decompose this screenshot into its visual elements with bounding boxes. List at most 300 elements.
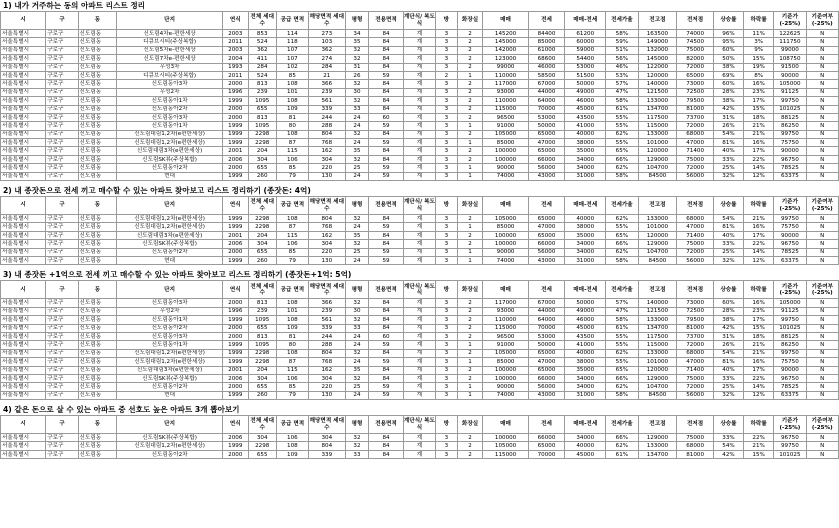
table-cell[interactable]: 26% bbox=[713, 341, 743, 349]
table-cell[interactable]: 17% bbox=[744, 231, 774, 239]
table-cell[interactable]: 신도림동 bbox=[78, 30, 117, 38]
table-cell[interactable]: 12% bbox=[744, 256, 774, 264]
table-cell[interactable]: 신도림동 bbox=[78, 139, 117, 147]
table-cell[interactable]: 신도림대림3차(e편한세상) bbox=[117, 147, 223, 155]
column-header[interactable]: 화장실 bbox=[457, 197, 483, 215]
table-cell[interactable]: 129000 bbox=[638, 240, 677, 248]
table-cell[interactable]: 54% bbox=[713, 215, 743, 223]
table-cell[interactable]: 2 bbox=[457, 374, 483, 382]
table-cell[interactable]: 신도림동 bbox=[78, 307, 117, 315]
table-cell[interactable]: 1 bbox=[457, 223, 483, 231]
table-cell[interactable]: 1999 bbox=[222, 316, 248, 324]
table-cell[interactable]: 계 bbox=[403, 130, 435, 138]
column-header[interactable]: 해당면적 세대수 bbox=[309, 416, 346, 434]
table-cell[interactable]: 70000 bbox=[528, 105, 565, 113]
table-cell[interactable]: 16% bbox=[744, 358, 774, 366]
table-cell[interactable]: 3 bbox=[436, 341, 458, 349]
table-cell[interactable]: 현대 bbox=[117, 391, 223, 399]
table-cell[interactable]: 274 bbox=[309, 55, 346, 63]
table-cell[interactable]: 118 bbox=[276, 38, 308, 46]
table-cell[interactable]: 서울특별시 bbox=[1, 307, 46, 315]
column-header[interactable]: 방 bbox=[436, 281, 458, 299]
table-cell[interactable]: 31000 bbox=[565, 256, 606, 264]
column-header[interactable]: 전용면적 bbox=[369, 416, 403, 434]
table-cell[interactable]: 32 bbox=[345, 374, 369, 382]
table-cell[interactable]: 28% bbox=[713, 88, 743, 96]
table-cell[interactable]: 3 bbox=[436, 316, 458, 324]
table-cell[interactable]: 계 bbox=[403, 316, 435, 324]
table-cell[interactable]: 신도림대림1,2차(e편한세상) bbox=[117, 358, 223, 366]
table-cell[interactable]: 서울특별시 bbox=[1, 71, 46, 79]
table-cell[interactable]: 55% bbox=[606, 341, 638, 349]
table-cell[interactable]: 2 bbox=[457, 349, 483, 357]
table-cell[interactable]: 304 bbox=[248, 434, 276, 442]
table-cell[interactable]: 서울특별시 bbox=[1, 324, 46, 332]
table-cell[interactable]: 22% bbox=[744, 240, 774, 248]
table-cell[interactable]: 1 bbox=[457, 122, 483, 130]
table-cell[interactable]: 3 bbox=[436, 223, 458, 231]
table-cell[interactable]: 계 bbox=[403, 332, 435, 340]
column-header[interactable]: 매매-전세 bbox=[565, 12, 606, 30]
table-cell[interactable]: 74000 bbox=[677, 30, 714, 38]
table-cell[interactable]: 123000 bbox=[483, 55, 528, 63]
table-cell[interactable]: 66000 bbox=[528, 240, 565, 248]
table-cell[interactable]: 신도림동아2차 bbox=[117, 248, 223, 256]
table-cell[interactable]: 84 bbox=[369, 215, 403, 223]
table-cell[interactable]: 2298 bbox=[248, 442, 276, 450]
table-cell[interactable]: 15% bbox=[744, 324, 774, 332]
table-cell[interactable]: 계 bbox=[403, 215, 435, 223]
table-cell[interactable]: 339 bbox=[309, 450, 346, 458]
table-cell[interactable]: 68000 bbox=[677, 215, 714, 223]
table-cell[interactable]: 121500 bbox=[638, 307, 677, 315]
column-header[interactable]: 전용면적 bbox=[369, 197, 403, 215]
table-cell[interactable]: 85 bbox=[276, 71, 308, 79]
column-header[interactable]: 전세가율 bbox=[606, 12, 638, 30]
table-cell[interactable]: 91000 bbox=[483, 341, 528, 349]
table-cell[interactable]: 서울특별시 bbox=[1, 164, 46, 172]
table-cell[interactable]: 32 bbox=[345, 434, 369, 442]
table-cell[interactable]: 59% bbox=[606, 38, 638, 46]
table-cell[interactable]: 50000 bbox=[528, 341, 565, 349]
table-cell[interactable]: 신도림동 bbox=[78, 38, 117, 46]
table-cell[interactable]: 101025 bbox=[774, 450, 806, 458]
table-cell[interactable]: 2 bbox=[457, 316, 483, 324]
table-cell[interactable]: 50% bbox=[713, 55, 743, 63]
table-cell[interactable]: 91125 bbox=[774, 88, 806, 96]
table-cell[interactable]: 신도림동아3차 bbox=[117, 80, 223, 88]
table-cell[interactable]: 신도림동 bbox=[78, 349, 117, 357]
table-cell[interactable]: 59 bbox=[369, 164, 403, 172]
table-cell[interactable]: 74500 bbox=[677, 38, 714, 46]
table-cell[interactable]: 79500 bbox=[677, 316, 714, 324]
table-cell[interactable]: 304 bbox=[248, 374, 276, 382]
table-cell[interactable]: 61200 bbox=[565, 30, 606, 38]
table-cell[interactable]: 60% bbox=[713, 299, 743, 307]
column-header[interactable]: 구 bbox=[46, 12, 78, 30]
table-cell[interactable]: 신도림동 bbox=[78, 215, 117, 223]
table-cell[interactable]: 35000 bbox=[565, 366, 606, 374]
table-cell[interactable]: 34000 bbox=[565, 240, 606, 248]
table-cell[interactable]: 3 bbox=[436, 349, 458, 357]
table-cell[interactable]: 2 bbox=[457, 80, 483, 88]
table-cell[interactable]: 85000 bbox=[483, 358, 528, 366]
table-cell[interactable]: 35 bbox=[345, 366, 369, 374]
table-cell[interactable]: 3 bbox=[436, 147, 458, 155]
table-cell[interactable]: 56000 bbox=[677, 256, 714, 264]
column-header[interactable]: 전고점 bbox=[638, 197, 677, 215]
table-cell[interactable]: 16% bbox=[744, 223, 774, 231]
table-cell[interactable]: 25 bbox=[345, 248, 369, 256]
table-cell[interactable]: 구로구 bbox=[46, 30, 78, 38]
table-cell[interactable]: 108 bbox=[276, 299, 308, 307]
table-cell[interactable]: N bbox=[806, 46, 838, 54]
table-cell[interactable]: 1 bbox=[457, 256, 483, 264]
table-cell[interactable]: 3 bbox=[436, 324, 458, 332]
table-cell[interactable]: 87 bbox=[276, 358, 308, 366]
table-cell[interactable]: 1 bbox=[457, 71, 483, 79]
table-cell[interactable]: N bbox=[806, 442, 838, 450]
table-cell[interactable]: 108 bbox=[276, 316, 308, 324]
table-cell[interactable]: N bbox=[806, 63, 838, 71]
table-cell[interactable]: 804 bbox=[309, 215, 346, 223]
table-cell[interactable]: 115000 bbox=[638, 122, 677, 130]
table-cell[interactable]: 84 bbox=[369, 147, 403, 155]
table-cell[interactable]: 56000 bbox=[677, 172, 714, 180]
table-cell[interactable]: N bbox=[806, 30, 838, 38]
table-cell[interactable]: 86250 bbox=[774, 341, 806, 349]
table-cell[interactable]: 62% bbox=[606, 383, 638, 391]
table-cell[interactable]: 3 bbox=[436, 434, 458, 442]
table-cell[interactable]: 63375 bbox=[774, 172, 806, 180]
table-cell[interactable]: 108 bbox=[276, 97, 308, 105]
table-cell[interactable]: 64000 bbox=[528, 97, 565, 105]
table-cell[interactable]: 73000 bbox=[677, 80, 714, 88]
table-cell[interactable]: 411 bbox=[248, 55, 276, 63]
table-cell[interactable]: 19% bbox=[744, 63, 774, 71]
table-cell[interactable]: 59 bbox=[369, 358, 403, 366]
table-cell[interactable]: 3 bbox=[436, 105, 458, 113]
table-cell[interactable]: 3 bbox=[436, 122, 458, 130]
table-cell[interactable]: 54% bbox=[713, 130, 743, 138]
column-header[interactable]: 해당면적 세대수 bbox=[309, 12, 346, 30]
table-cell[interactable]: 96% bbox=[713, 30, 743, 38]
table-cell[interactable]: 계 bbox=[403, 88, 435, 96]
table-cell[interactable]: 서울특별시 bbox=[1, 105, 46, 113]
table-cell[interactable]: 신도림대림1,2차(e편한세상) bbox=[117, 215, 223, 223]
table-cell[interactable]: 62% bbox=[606, 248, 638, 256]
table-cell[interactable]: 58% bbox=[606, 256, 638, 264]
table-cell[interactable]: 57% bbox=[606, 80, 638, 88]
table-cell[interactable]: 56000 bbox=[677, 391, 714, 399]
table-cell[interactable]: 61% bbox=[606, 105, 638, 113]
table-cell[interactable]: 65% bbox=[606, 231, 638, 239]
table-cell[interactable]: N bbox=[806, 38, 838, 46]
table-cell[interactable]: 304 bbox=[248, 155, 276, 163]
table-cell[interactable]: 42% bbox=[713, 450, 743, 458]
column-header[interactable]: 평형 bbox=[345, 416, 369, 434]
table-cell[interactable]: 239 bbox=[248, 88, 276, 96]
table-cell[interactable]: 17% bbox=[744, 97, 774, 105]
table-cell[interactable]: 서울특별시 bbox=[1, 223, 46, 231]
table-cell[interactable]: 신도림동 bbox=[78, 231, 117, 239]
table-cell[interactable]: 신도림동 bbox=[78, 366, 117, 374]
table-cell[interactable]: 2006 bbox=[222, 434, 248, 442]
table-cell[interactable]: 31000 bbox=[565, 391, 606, 399]
table-cell[interactable]: 서울특별시 bbox=[1, 450, 46, 458]
table-cell[interactable]: 현대 bbox=[117, 172, 223, 180]
table-cell[interactable]: 3 bbox=[436, 332, 458, 340]
table-cell[interactable]: 107 bbox=[276, 46, 308, 54]
table-cell[interactable]: 59 bbox=[369, 391, 403, 399]
table-cell[interactable]: 129000 bbox=[638, 155, 677, 163]
table-cell[interactable]: 구로구 bbox=[46, 450, 78, 458]
table-cell[interactable]: 구로구 bbox=[46, 55, 78, 63]
table-cell[interactable]: 신도림동아2차 bbox=[117, 383, 223, 391]
table-cell[interactable]: 33 bbox=[345, 105, 369, 113]
table-cell[interactable]: 53000 bbox=[528, 332, 565, 340]
table-cell[interactable]: 59 bbox=[369, 383, 403, 391]
table-cell[interactable]: 2000 bbox=[222, 332, 248, 340]
table-cell[interactable]: 신도림동 bbox=[78, 374, 117, 382]
table-cell[interactable]: 68600 bbox=[528, 55, 565, 63]
table-cell[interactable]: 90000 bbox=[774, 366, 806, 374]
table-cell[interactable]: 신도림동 bbox=[78, 63, 117, 71]
table-cell[interactable]: 31% bbox=[713, 113, 743, 121]
table-cell[interactable]: 3 bbox=[436, 30, 458, 38]
table-cell[interactable]: 804 bbox=[309, 442, 346, 450]
table-cell[interactable]: 1999 bbox=[222, 442, 248, 450]
table-cell[interactable]: 계 bbox=[403, 38, 435, 46]
column-header[interactable]: 방 bbox=[436, 197, 458, 215]
table-cell[interactable]: 62% bbox=[606, 215, 638, 223]
table-cell[interactable]: 130 bbox=[309, 172, 346, 180]
table-cell[interactable]: 서울특별시 bbox=[1, 434, 46, 442]
table-cell[interactable]: 54400 bbox=[565, 55, 606, 63]
table-cell[interactable]: 25 bbox=[345, 164, 369, 172]
table-cell[interactable]: 서울특별시 bbox=[1, 97, 46, 105]
table-cell[interactable]: 3 bbox=[436, 391, 458, 399]
table-cell[interactable]: 66000 bbox=[528, 374, 565, 382]
table-cell[interactable]: 86250 bbox=[774, 122, 806, 130]
table-cell[interactable]: 104700 bbox=[638, 383, 677, 391]
table-cell[interactable]: 74000 bbox=[483, 256, 528, 264]
table-cell[interactable]: 72500 bbox=[677, 307, 714, 315]
table-cell[interactable]: 73700 bbox=[677, 113, 714, 121]
table-cell[interactable]: 구로구 bbox=[46, 113, 78, 121]
table-cell[interactable]: 3 bbox=[436, 442, 458, 450]
table-cell[interactable]: 45000 bbox=[565, 324, 606, 332]
table-cell[interactable]: N bbox=[806, 88, 838, 96]
table-cell[interactable]: 서울특별시 bbox=[1, 349, 46, 357]
column-header[interactable]: 매매 bbox=[483, 281, 528, 299]
column-header[interactable]: 계단식/ 복도식 bbox=[403, 197, 435, 215]
table-cell[interactable]: 804 bbox=[309, 130, 346, 138]
table-cell[interactable]: 260 bbox=[248, 391, 276, 399]
table-cell[interactable]: 66% bbox=[606, 155, 638, 163]
table-cell[interactable]: 65% bbox=[606, 147, 638, 155]
table-cell[interactable]: 55% bbox=[606, 139, 638, 147]
table-cell[interactable]: 260 bbox=[248, 256, 276, 264]
table-cell[interactable]: 32 bbox=[345, 130, 369, 138]
table-cell[interactable]: 46000 bbox=[565, 97, 606, 105]
column-header[interactable]: 전저점 bbox=[677, 12, 714, 30]
table-cell[interactable]: 3 bbox=[436, 215, 458, 223]
column-header[interactable]: 구 bbox=[46, 197, 78, 215]
table-cell[interactable]: 신도림동 bbox=[78, 316, 117, 324]
table-cell[interactable]: 149000 bbox=[638, 38, 677, 46]
table-cell[interactable]: 96750 bbox=[774, 434, 806, 442]
table-cell[interactable]: 84500 bbox=[638, 391, 677, 399]
table-cell[interactable]: 2000 bbox=[222, 248, 248, 256]
table-cell[interactable]: 신도림동 bbox=[78, 332, 117, 340]
table-cell[interactable]: 304 bbox=[309, 434, 346, 442]
table-cell[interactable]: 2 bbox=[457, 97, 483, 105]
table-cell[interactable]: 계 bbox=[403, 299, 435, 307]
table-cell[interactable]: 2000 bbox=[222, 324, 248, 332]
table-cell[interactable]: 신도림동 bbox=[78, 256, 117, 264]
table-cell[interactable]: 75000 bbox=[677, 240, 714, 248]
table-cell[interactable]: 79 bbox=[276, 391, 308, 399]
table-cell[interactable]: N bbox=[806, 248, 838, 256]
table-cell[interactable]: 84500 bbox=[638, 172, 677, 180]
column-header[interactable]: 전세 bbox=[528, 12, 565, 30]
column-header[interactable]: 동 bbox=[78, 281, 117, 299]
table-cell[interactable]: 34000 bbox=[565, 248, 606, 256]
table-cell[interactable]: 105000 bbox=[483, 442, 528, 450]
table-cell[interactable]: 81% bbox=[713, 139, 743, 147]
table-cell[interactable]: 99000 bbox=[483, 63, 528, 71]
column-header[interactable]: 전고점 bbox=[638, 281, 677, 299]
table-cell[interactable]: 신도림동 bbox=[78, 223, 117, 231]
table-cell[interactable]: 65000 bbox=[528, 366, 565, 374]
table-cell[interactable]: 84 bbox=[369, 63, 403, 71]
column-header[interactable]: 전고점 bbox=[638, 416, 677, 434]
table-cell[interactable]: 1999 bbox=[222, 341, 248, 349]
table-cell[interactable]: 813 bbox=[248, 332, 276, 340]
table-cell[interactable]: 655 bbox=[248, 383, 276, 391]
table-cell[interactable]: 84 bbox=[369, 88, 403, 96]
table-cell[interactable]: 3 bbox=[436, 383, 458, 391]
column-header[interactable]: 전체 세대수 bbox=[248, 12, 276, 30]
table-cell[interactable]: 17% bbox=[744, 366, 774, 374]
table-cell[interactable]: 75750 bbox=[774, 358, 806, 366]
table-cell[interactable]: 43500 bbox=[565, 113, 606, 121]
table-cell[interactable]: 41000 bbox=[565, 122, 606, 130]
table-cell[interactable]: 115000 bbox=[638, 341, 677, 349]
table-cell[interactable]: 16% bbox=[744, 139, 774, 147]
table-cell[interactable]: 132000 bbox=[638, 46, 677, 54]
table-cell[interactable]: 84 bbox=[369, 240, 403, 248]
table-cell[interactable]: 59 bbox=[369, 139, 403, 147]
table-cell[interactable]: 신도림동 bbox=[78, 248, 117, 256]
table-cell[interactable]: 49000 bbox=[565, 88, 606, 96]
table-cell[interactable]: 59 bbox=[369, 341, 403, 349]
table-cell[interactable]: 8% bbox=[744, 71, 774, 79]
table-cell[interactable]: 34000 bbox=[565, 383, 606, 391]
table-cell[interactable]: 84 bbox=[369, 299, 403, 307]
table-cell[interactable]: 신도림동아3차 bbox=[117, 332, 223, 340]
table-cell[interactable]: 72500 bbox=[677, 88, 714, 96]
table-cell[interactable]: 신도림SK뷰(주상복합) bbox=[117, 240, 223, 248]
table-cell[interactable]: N bbox=[806, 97, 838, 105]
table-cell[interactable]: 2 bbox=[457, 105, 483, 113]
table-cell[interactable]: 서울특별시 bbox=[1, 113, 46, 121]
table-cell[interactable]: 17% bbox=[744, 316, 774, 324]
table-cell[interactable]: 3 bbox=[436, 366, 458, 374]
table-cell[interactable]: 84 bbox=[369, 434, 403, 442]
table-cell[interactable]: 계 bbox=[403, 391, 435, 399]
column-header[interactable]: 매매 bbox=[483, 12, 528, 30]
table-cell[interactable]: 38% bbox=[713, 63, 743, 71]
table-cell[interactable]: 100000 bbox=[483, 155, 528, 163]
column-header[interactable]: 기준여부 (-25%) bbox=[806, 281, 838, 299]
table-cell[interactable]: 서울특별시 bbox=[1, 130, 46, 138]
table-cell[interactable]: 82000 bbox=[677, 55, 714, 63]
table-cell[interactable]: 신도림동 bbox=[78, 450, 117, 458]
table-cell[interactable]: 55% bbox=[606, 223, 638, 231]
column-header[interactable]: 기준여부 (-25%) bbox=[806, 197, 838, 215]
table-cell[interactable]: 93000 bbox=[483, 88, 528, 96]
table-cell[interactable]: 계 bbox=[403, 113, 435, 121]
table-cell[interactable]: 2001 bbox=[222, 231, 248, 239]
table-cell[interactable]: N bbox=[806, 316, 838, 324]
table-cell[interactable]: 서울특별시 bbox=[1, 231, 46, 239]
table-cell[interactable]: 34 bbox=[345, 30, 369, 38]
table-cell[interactable]: 46000 bbox=[565, 316, 606, 324]
table-cell[interactable]: 79500 bbox=[677, 97, 714, 105]
table-cell[interactable]: 25% bbox=[713, 248, 743, 256]
table-cell[interactable]: 구로구 bbox=[46, 215, 78, 223]
column-header[interactable]: 방 bbox=[436, 12, 458, 30]
table-cell[interactable]: 78525 bbox=[774, 248, 806, 256]
table-cell[interactable]: 655 bbox=[248, 164, 276, 172]
table-cell[interactable]: 신도림동 bbox=[78, 358, 117, 366]
column-header[interactable]: 매매-전세 bbox=[565, 197, 606, 215]
table-cell[interactable]: 서울특별시 bbox=[1, 46, 46, 54]
table-cell[interactable]: 87 bbox=[276, 223, 308, 231]
table-cell[interactable]: 273 bbox=[309, 30, 346, 38]
table-cell[interactable]: 133000 bbox=[638, 316, 677, 324]
table-cell[interactable]: N bbox=[806, 299, 838, 307]
table-cell[interactable]: 103 bbox=[309, 38, 346, 46]
column-header[interactable]: 하락률 bbox=[744, 12, 774, 30]
table-cell[interactable]: 72000 bbox=[677, 122, 714, 130]
column-header[interactable]: 전고점 bbox=[638, 12, 677, 30]
table-cell[interactable]: 2001 bbox=[222, 147, 248, 155]
table-cell[interactable]: N bbox=[806, 307, 838, 315]
table-cell[interactable]: 47000 bbox=[677, 223, 714, 231]
column-header[interactable]: 연식 bbox=[222, 12, 248, 30]
table-cell[interactable]: 2 bbox=[457, 63, 483, 71]
column-header[interactable]: 매매-전세 bbox=[565, 281, 606, 299]
table-cell[interactable]: 90000 bbox=[774, 231, 806, 239]
table-cell[interactable]: 신도림동 bbox=[78, 324, 117, 332]
table-cell[interactable]: 12% bbox=[744, 172, 774, 180]
table-cell[interactable]: 72000 bbox=[677, 164, 714, 172]
table-cell[interactable]: 55% bbox=[606, 122, 638, 130]
table-cell[interactable]: 25% bbox=[713, 383, 743, 391]
table-cell[interactable]: 서울특별시 bbox=[1, 88, 46, 96]
table-cell[interactable]: 88125 bbox=[774, 113, 806, 121]
table-cell[interactable]: 108 bbox=[276, 215, 308, 223]
table-cell[interactable]: 366 bbox=[309, 80, 346, 88]
table-cell[interactable]: 58% bbox=[606, 391, 638, 399]
table-cell[interactable]: 59 bbox=[369, 71, 403, 79]
table-cell[interactable]: 304 bbox=[309, 374, 346, 382]
table-cell[interactable]: 30 bbox=[345, 88, 369, 96]
column-header[interactable]: 연식 bbox=[222, 416, 248, 434]
